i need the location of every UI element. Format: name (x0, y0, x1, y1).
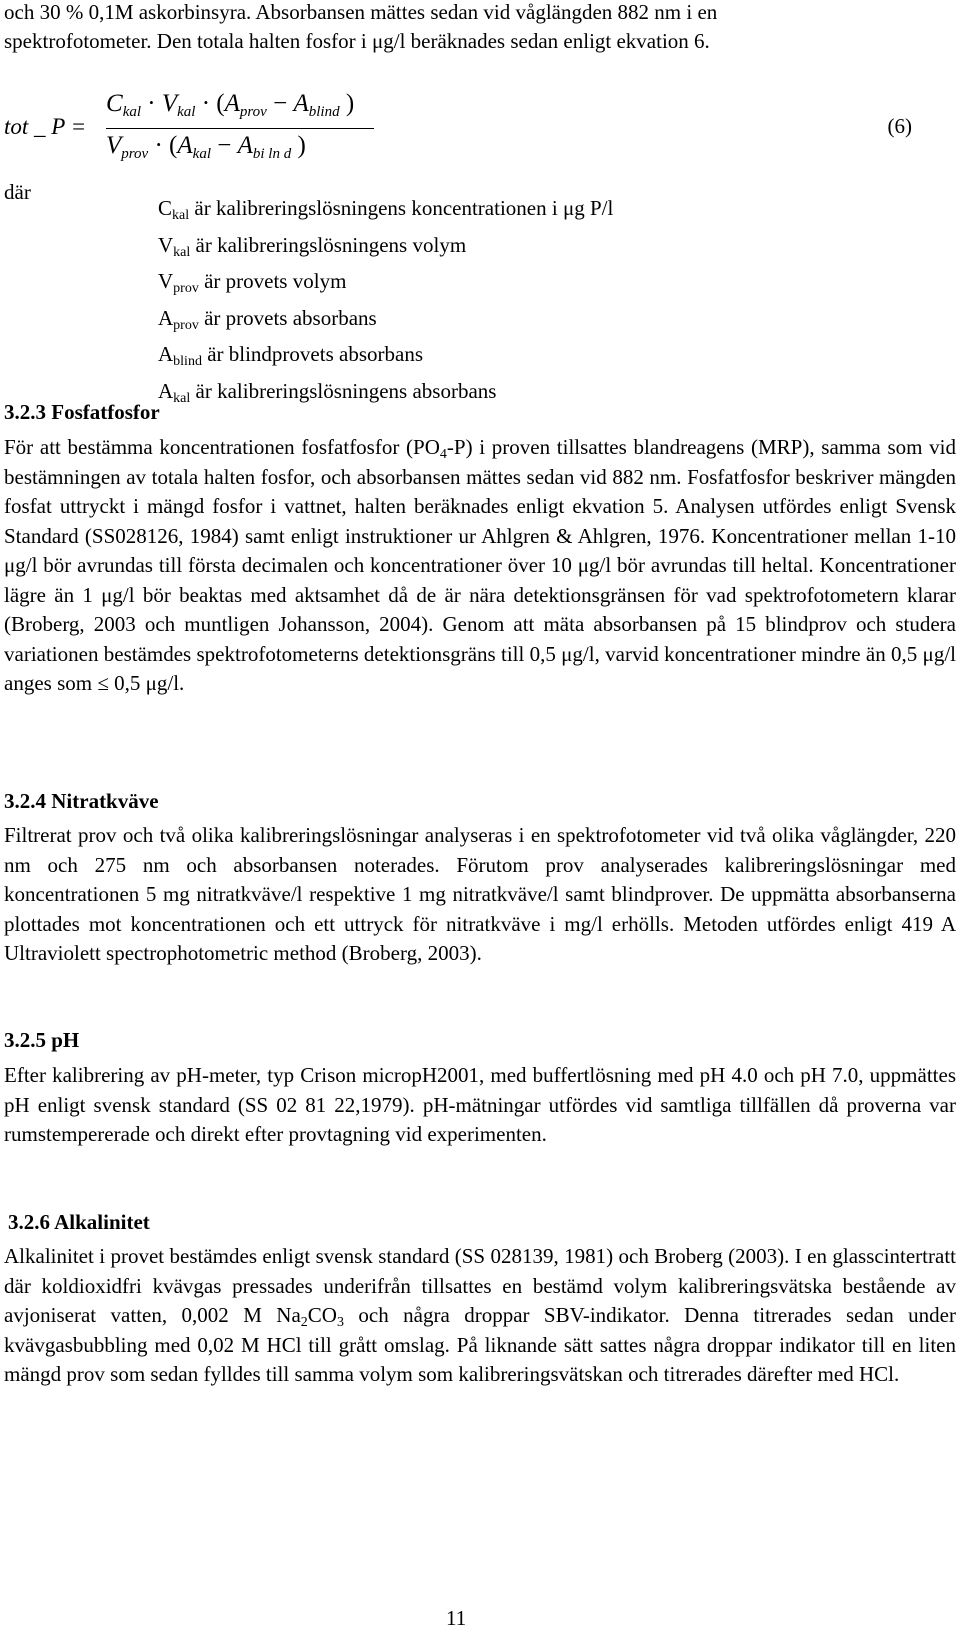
equation-lhs: tot _ P = (4, 114, 87, 139)
equation-6 (0, 86, 960, 176)
definition-item: $A_{kal}$ är kalibreringslösningens absorbans (158, 378, 497, 406)
heading-3-2-5: 3.2.5 pH (4, 1028, 80, 1052)
definition-item: $A_{blind}$ är blindprovets absorbans (158, 342, 423, 369)
definition-item: $V_{kal}$ är kalibreringslösningens volym (158, 232, 467, 260)
intro-line-1: och 30 % 0,1M askorbinsyra. Absorbansen mättes sedan vid våglängden 882 nm i en (4, 0, 718, 24)
paragraph-alkalinitet: Alkalinitet i provet bestämdes enligt svensk standard (SS 028139, 1981) och Broberg (2003). I en glasscintertratt där koldioxidfri kvävgas pressades underifrån tillsattes en bestämd volym kalibreringsvätska bestående av avjoniserat vatten, 0,002 M $Na_2CO_3$ och några droppar SBV-indikator. Denna titrerades sedan under kvävgasbubbling med 0,02 M HCl till grått omslag. På liknande sätt sattes några droppar indikator till en liten mängd prov som sedan fylldes till samma volym som kalibreringsvätskan och titrerades därefter med HCl. (4, 1244, 956, 1386)
paragraph-nitratkvave: Filtrerat prov och två olika kalibreringslösningar analyseras i en spektrofotometer vid två olika våglängder, 220 nm och 275 nm och absorbansen noterades. Förutom prov analyserades kalibreringslösningar med koncentrationen 5 mg nitratkväve/l respektive 1 mg nitratkväve/l samt blindprover. De uppmätta absorbanserna plottades mot koncentrationen och ett uttryck för nitratkväve i mg/l erhölls. Metoden utfördes enligt 419 A Ultraviolett spectrophotometric method (Broberg, 2003). (4, 823, 956, 965)
fraction-bar (106, 128, 374, 129)
heading-3-2-3: 3.2.3 Fosfatfosfor (4, 400, 160, 424)
equation-numerator: $C_{kal} \cdot V_{kal} \cdot (A_{prov} - A_{blind}$ ) (106, 90, 355, 120)
intro-line-2: spektrofotometer. Den totala halten fosfor i μg/l beräknades sedan enligt ekvation 6. (4, 29, 710, 53)
paragraph-fosfatfosfor: För att bestämma koncentrationen fosfatfosfor $(PO_4-P)$ i proven tillsattes blandreagens (MRP), samma som vid bestämningen av totala halten fosfor, och absorbansen mättes sedan vid 882 nm. Fosfatfosfor beskriver mängden fosfat uttryckt i mängd fosfor i vattnet, halten beräknades enligt ekvation 5. Analysen utfördes enligt Svensk Standard (SS028126, 1984) samt enligt instruktioner ur Ahlgren & Ahlgren, 1976. Koncentrationer mellan 1-10 μg/l bör avrundas till första decimalen och koncentrationer över 10 μg/l bör avrundas till heltal. Koncentrationer lägre än 1 μg/l bör beaktas med aktsamhet då de är nära detektionsgränsen för vad spektrofotometern klarar (Broberg, 2003 och muntligen Johansson, 2004). Genom att mäta absorbansen på 15 blindprov och studera variationen bestämdes spektrofotometerns detektionsgräns till 0,5 μg/l, varvid koncentrationer mindre än 0,5 μg/l anges som ≤ 0,5 μg/l. (4, 435, 956, 695)
equation-denominator: $V_{prov} \cdot (A_{kal} - A_{bi ln d}$ ) (106, 132, 306, 162)
page-number: 11 (446, 1606, 467, 1630)
equation-number: (6) (887, 114, 912, 138)
definition-item: $A_{prov}$ är provets absorbans (158, 305, 377, 333)
definition-item: $C_{kal}$ är kalibreringslösningens koncentrationen i μg P/l (158, 196, 614, 223)
paragraph-ph: Efter kalibrering av pH-meter, typ Crison micropH2001, med buffertlösning med pH 4.0 och pH 7.0, uppmättes pH enligt svensk standard (SS 02 81 22,1979). pH-mätningar utfördes vid samtliga tillfällen då proverna var rumstempererade och direkt efter provtagning vid experimenten. (4, 1063, 956, 1146)
heading-3-2-6: 3.2.6 Alkalinitet (8, 1210, 150, 1234)
heading-3-2-4: 3.2.4 Nitratkväve (4, 789, 159, 813)
definition-item: $V_{prov}$ är provets volym (158, 269, 347, 296)
dar-label: där (4, 180, 31, 204)
definition-list (158, 194, 613, 413)
